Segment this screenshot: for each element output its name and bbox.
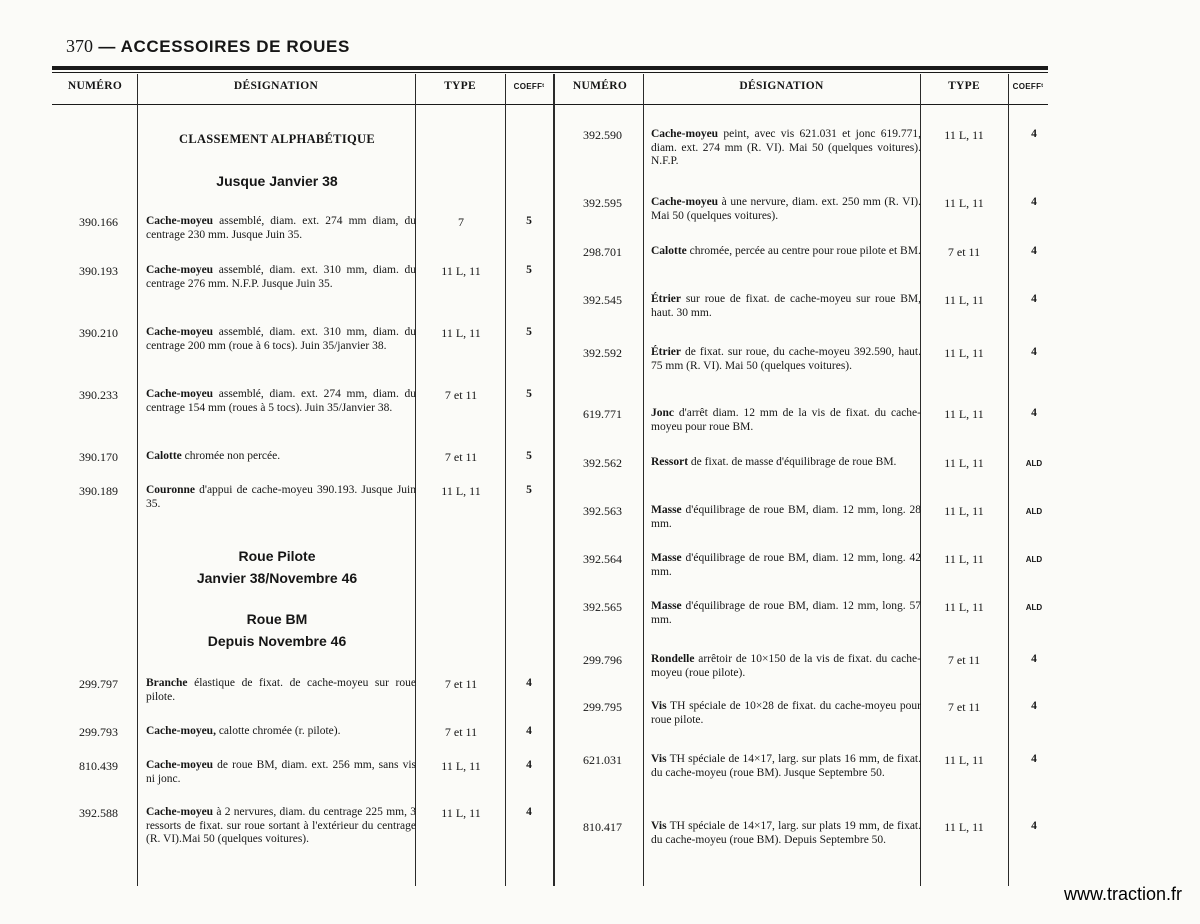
- watermark: www.traction.fr: [1063, 884, 1182, 904]
- part-number: 392.592: [583, 346, 622, 360]
- part-name: Étrier: [651, 346, 682, 358]
- coefficient: 4: [1031, 820, 1037, 832]
- part-number: 810.439: [79, 759, 118, 773]
- coefficient: 4: [1031, 128, 1037, 140]
- part-designation: [146, 326, 416, 353]
- part-designation: [146, 450, 416, 464]
- part-designation: [146, 677, 416, 704]
- section-heading: CLASSEMENT ALPHABÉTIQUE: [179, 132, 375, 146]
- part-designation: [146, 806, 416, 847]
- coefficient: 4: [526, 806, 532, 818]
- coefficient: 5: [526, 450, 532, 462]
- part-designation: [146, 484, 416, 511]
- coefficient: 4: [1031, 700, 1037, 712]
- part-description: chromée non percée.: [181, 450, 281, 462]
- vehicle-type: 11 L, 11: [944, 293, 984, 307]
- vehicle-type: 11 L, 11: [441, 759, 481, 773]
- coefficient: 4: [1031, 245, 1037, 257]
- coefficient: 5: [526, 326, 532, 338]
- part-number: 392.562: [583, 456, 622, 470]
- vehicle-type: 11 L, 11: [944, 407, 984, 421]
- vehicle-type: 11 L, 11: [944, 600, 984, 614]
- coefficient: 4: [526, 725, 532, 737]
- part-designation: [651, 128, 921, 169]
- part-designation: [651, 552, 921, 579]
- part-name: Masse: [651, 504, 682, 516]
- part-designation: [146, 725, 416, 739]
- part-number: 298.701: [583, 245, 622, 259]
- coefficient: 5: [526, 388, 532, 400]
- part-description: arrêtoir de 10×150 de la vis de fixat. du cache-moyeu (roue pilote).: [651, 653, 921, 679]
- part-number: 392.564: [583, 552, 622, 566]
- header-rule-thin: [52, 72, 1048, 73]
- part-designation: [651, 293, 921, 320]
- part-designation: [651, 700, 921, 727]
- coefficient: 5: [526, 264, 532, 276]
- part-designation: [651, 346, 921, 373]
- part-description: à 2 nervures, diam. du centrage 225 mm, 3 ressorts de fixat. sur roue sortant à l'extérieur du centrage (R. VI).Mai 50 (quelques voitures).: [146, 806, 416, 845]
- vehicle-type: 11 L, 11: [944, 456, 984, 470]
- part-name: Vis: [651, 700, 667, 712]
- part-number: 621.031: [583, 753, 622, 767]
- part-designation: [651, 753, 921, 780]
- column-header-type: TYPE: [444, 80, 476, 92]
- coefficient: 4: [1031, 196, 1037, 208]
- part-number: 392.588: [79, 806, 118, 820]
- part-designation: [651, 820, 921, 847]
- part-designation: [651, 196, 921, 223]
- part-description: peint, avec vis 621.031 et jonc 619.771, diam. ext. 274 mm (R. VI). Mai 50 (quelques voitures). N.F.P.: [651, 128, 921, 167]
- part-name: Cache-moyeu: [146, 264, 214, 276]
- section-heading: Jusque Janvier 38: [216, 173, 338, 189]
- vehicle-type: 11 L, 11: [944, 504, 984, 518]
- part-name: Jonc: [651, 407, 674, 419]
- part-designation: [146, 759, 416, 786]
- part-number: 392.590: [583, 128, 622, 142]
- coefficient: ALD: [1025, 555, 1043, 564]
- part-description: d'équilibrage de roue BM, diam. 12 mm, long. 28 mm.: [651, 504, 921, 530]
- part-number: 299.795: [583, 700, 622, 714]
- part-description: sur roue de fixat. de cache-moyeu sur roue BM, haut. 30 mm.: [651, 293, 921, 319]
- part-description: TH spéciale de 14×17, larg. sur plats 19 mm, de fixat. du cache-moyeu (roue BM). Depuis Septembre 50.: [651, 820, 921, 846]
- part-name: Cache-moyeu,: [146, 725, 216, 737]
- part-name: Couronne: [146, 484, 195, 496]
- part-number: 392.545: [583, 293, 622, 307]
- column-header-type: TYPE: [948, 80, 980, 92]
- col-divider: [505, 74, 506, 886]
- part-designation: [651, 600, 921, 627]
- vehicle-type: 7 et 11: [947, 245, 981, 259]
- part-description: assemblé, diam. ext. 274 mm, diam. du centrage 154 mm (roues à 5 tocs). Juin 35/Janvier 38.: [146, 388, 416, 414]
- coefficient: ALD: [1025, 507, 1043, 516]
- coefficient: 5: [526, 215, 532, 227]
- header-rule: [52, 66, 1048, 70]
- part-name: Cache-moyeu: [146, 806, 214, 818]
- part-description: d'équilibrage de roue BM, diam. 12 mm, long. 57 mm.: [651, 600, 921, 626]
- part-designation: [651, 245, 921, 259]
- column-header-coeff: COEFFᵗ: [1012, 82, 1044, 91]
- part-description: d'appui de cache-moyeu 390.193. Jusque Juin 35.: [146, 484, 416, 510]
- part-name: Cache-moyeu: [146, 326, 214, 338]
- part-name: Branche: [146, 677, 188, 689]
- part-description: élastique de fixat. de cache-moyeu sur roue pilote.: [146, 677, 416, 703]
- coefficient: 4: [526, 759, 532, 771]
- part-name: Cache-moyeu: [651, 128, 719, 140]
- part-number: 390.170: [79, 450, 118, 464]
- part-description: de fixat. sur roue, du cache-moyeu 392.590, haut. 75 mm (R. VI). Mai 50 (quelques voitures).: [651, 346, 921, 372]
- part-number: 390.233: [79, 388, 118, 402]
- section-heading: Roue Pilote: [238, 548, 316, 564]
- part-description: calotte chromée (r. pilote).: [215, 725, 341, 737]
- part-name: Cache-moyeu: [146, 215, 214, 227]
- vehicle-type: 7 et 11: [444, 388, 478, 402]
- part-description: de roue BM, diam. ext. 256 mm, sans vis ni jonc.: [146, 759, 416, 785]
- part-description: chromée, percée au centre pour roue pilote et BM.: [686, 245, 921, 257]
- column-header-numero: NUMÉRO: [572, 80, 628, 92]
- vehicle-type: 11 L, 11: [441, 806, 481, 820]
- part-number: 390.210: [79, 326, 118, 340]
- part-name: Masse: [651, 600, 682, 612]
- col-divider: [1008, 74, 1009, 886]
- coefficient: 4: [1031, 407, 1037, 419]
- column-header-designation: DÉSIGNATION: [233, 80, 319, 92]
- part-name: Rondelle: [651, 653, 695, 665]
- coefficient: ALD: [1025, 459, 1043, 468]
- coefficient: 4: [526, 677, 532, 689]
- coefficient: 4: [1031, 753, 1037, 765]
- column-header-numero: NUMÉRO: [67, 80, 123, 92]
- section-heading: Depuis Novembre 46: [207, 633, 347, 649]
- part-designation: [146, 388, 416, 415]
- vehicle-type: 11 L, 11: [944, 552, 984, 566]
- part-description: d'équilibrage de roue BM, diam. 12 mm, long. 42 mm.: [651, 552, 921, 578]
- coefficient: 4: [1031, 653, 1037, 665]
- part-number: 619.771: [583, 407, 622, 421]
- vehicle-type: 11 L, 11: [441, 326, 481, 340]
- part-description: assemblé, diam. ext. 274 mm diam, du centrage 230 mm. Jusque Juin 35.: [146, 215, 416, 241]
- vehicle-type: 7 et 11: [947, 653, 981, 667]
- part-number: 392.565: [583, 600, 622, 614]
- part-name: Vis: [651, 753, 667, 765]
- part-name: Cache-moyeu: [146, 388, 214, 400]
- vehicle-type: 11 L, 11: [441, 484, 481, 498]
- vehicle-type: 7 et 11: [444, 677, 478, 691]
- vehicle-type: 11 L, 11: [944, 128, 984, 142]
- part-number: 299.796: [583, 653, 622, 667]
- column-header-designation: DÉSIGNATION: [739, 80, 824, 92]
- part-designation: [651, 456, 921, 470]
- part-designation: [651, 504, 921, 531]
- part-number: 390.193: [79, 264, 118, 278]
- part-designation: [651, 653, 921, 680]
- part-description: assemblé, diam. ext. 310 mm, diam. du centrage 200 mm (roue à 6 tocs). Juin 35/janvier 38.: [146, 326, 416, 352]
- vehicle-type: 11 L, 11: [944, 196, 984, 210]
- part-number: 392.595: [583, 196, 622, 210]
- vehicle-type: 7 et 11: [444, 725, 478, 739]
- page-header: [66, 36, 350, 57]
- part-description: TH spéciale de 14×17, larg. sur plats 16 mm, de fixat. du cache-moyeu (roue BM). Jusque Septembre 50.: [651, 753, 921, 779]
- section-heading: Janvier 38/Novembre 46: [196, 570, 358, 586]
- part-name: Calotte: [146, 450, 182, 462]
- column-header-coeff: COEFFᵗ: [513, 82, 545, 91]
- part-name: Calotte: [651, 245, 687, 257]
- part-description: d'arrêt diam. 12 mm de la vis de fixat. du cache-moyeu pour roue BM.: [651, 407, 921, 433]
- part-name: Étrier: [651, 293, 682, 305]
- vehicle-type: 7 et 11: [444, 450, 478, 464]
- page-title: — ACCESSOIRES DE ROUES: [98, 37, 350, 56]
- coefficient: 5: [526, 484, 532, 496]
- part-number: 390.189: [79, 484, 118, 498]
- part-description: TH spéciale de 10×28 de fixat. du cache-moyeu pour roue pilote.: [651, 700, 921, 726]
- vehicle-type: 11 L, 11: [441, 264, 481, 278]
- part-name: Ressort: [651, 456, 689, 468]
- part-name: Vis: [651, 820, 667, 832]
- vehicle-type: 7: [458, 215, 464, 229]
- col-divider: [643, 74, 644, 886]
- coefficient: 4: [1031, 293, 1037, 305]
- page-number: 370: [66, 36, 93, 56]
- part-name: Cache-moyeu: [651, 196, 719, 208]
- column-header-rule: [52, 104, 1048, 105]
- part-description: assemblé, diam. ext. 310 mm, diam. du centrage 276 mm. N.F.P. Jusque Juin 35.: [146, 264, 416, 290]
- part-designation: [651, 407, 921, 434]
- part-description: à une nervure, diam. ext. 250 mm (R. VI). Mai 50 (quelques voitures).: [651, 196, 921, 222]
- section-heading: Roue BM: [246, 611, 308, 627]
- coefficient: ALD: [1025, 603, 1043, 612]
- part-number: 390.166: [79, 215, 118, 229]
- part-number: 299.793: [79, 725, 118, 739]
- part-description: de fixat. de masse d'équilibrage de roue BM.: [688, 456, 897, 468]
- part-number: 392.563: [583, 504, 622, 518]
- part-number: 299.797: [79, 677, 118, 691]
- part-name: Masse: [651, 552, 682, 564]
- vehicle-type: 11 L, 11: [944, 346, 984, 360]
- vehicle-type: 7 et 11: [947, 700, 981, 714]
- part-designation: [146, 215, 416, 242]
- vehicle-type: 11 L, 11: [944, 820, 984, 834]
- coefficient: 4: [1031, 346, 1037, 358]
- col-divider: [137, 74, 138, 886]
- part-number: 810.417: [583, 820, 622, 834]
- part-designation: [146, 264, 416, 291]
- vehicle-type: 11 L, 11: [944, 753, 984, 767]
- part-name: Cache-moyeu: [146, 759, 214, 771]
